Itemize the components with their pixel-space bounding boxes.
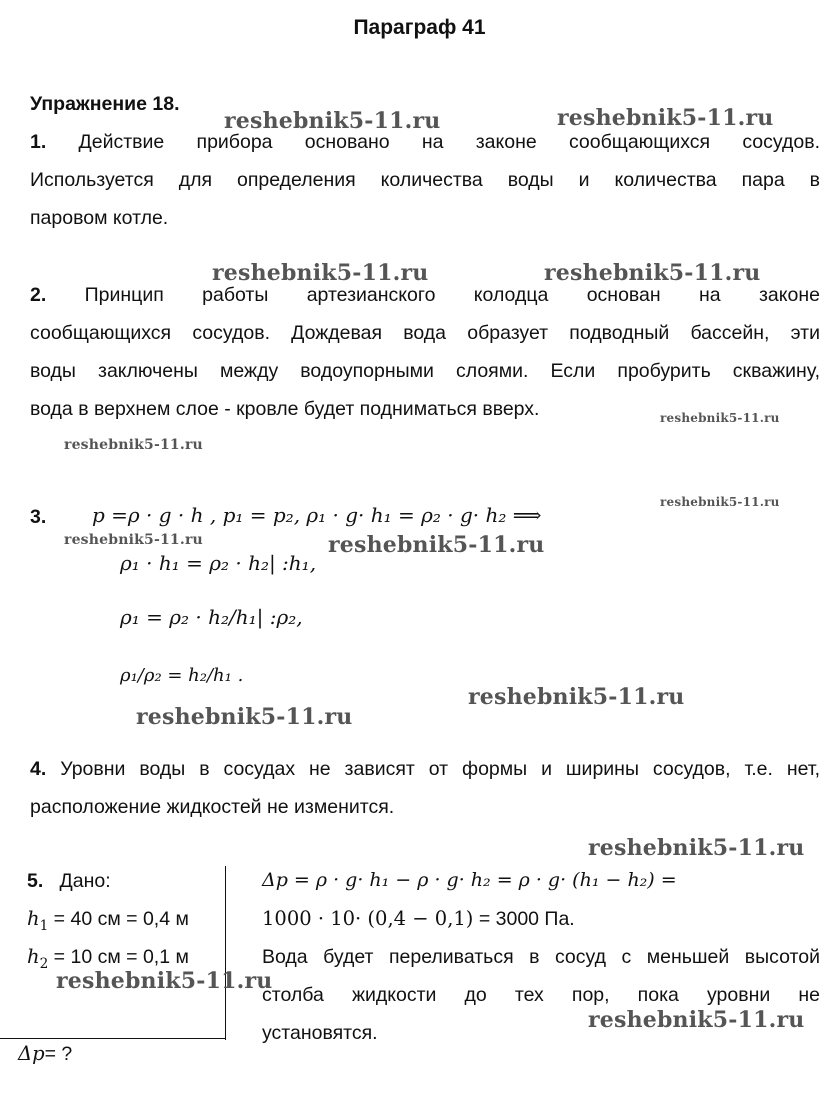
watermark: reshebnik5-11.ru (56, 968, 273, 994)
item-2-number: 2. (30, 284, 47, 306)
item-2-line-3: воды заключены между водоупорными слоями. Если пробурить скважину, (30, 360, 820, 382)
given-vertical-divider (225, 866, 226, 1040)
item-3-formula-3: ρ₁ = ρ₂ · h₂/h₁| :ρ₂, (120, 605, 303, 629)
watermark: reshebnik5-11.ru (544, 260, 761, 286)
watermark: reshebnik5-11.ru (588, 835, 805, 861)
item-5-given (27, 862, 111, 900)
h2-value: = 10 см = 0,1 м (53, 946, 189, 968)
item-4-line-1 (30, 750, 820, 788)
item-5-line-5: установятся. (262, 1022, 378, 1044)
item-4-line-2: расположение жидкостей не изменится. (30, 796, 395, 818)
item-4-number: 4. (30, 758, 47, 780)
item-3-number (30, 498, 46, 536)
calc-expression: 1000 · 10· (0,4 − 0,1) (262, 907, 474, 930)
item-3-formula-1: p =ρ · g · h , p₁ = p₂, ρ₁ · g· h₁ = ρ₂ · g· h₂ ⟹ (92, 503, 542, 527)
item-5-line-4: столба жидкости до тех пор, пока уровни не (262, 984, 820, 1006)
item-2-line-1-text: Принцип работы артезианского колодца основан на законе (84, 284, 820, 306)
item-3-formula-2: ρ₁ · h₁ = ρ₂ · h₂| :h₁, (120, 551, 317, 575)
watermark: reshebnik5-11.ru (328, 532, 545, 558)
watermark: reshebnik5-11.ru (468, 684, 685, 710)
watermark: reshebnik5-11.ru (588, 1007, 805, 1033)
item-1-line-1-text: Действие прибора основано на законе сообщающихся сосудов. (78, 131, 820, 153)
item-1-line-3: паровом котле. (30, 207, 169, 229)
given-horizontal-divider (0, 1038, 226, 1039)
watermark: reshebnik5-11.ru (557, 105, 774, 131)
exercise-mark (200, 104, 206, 110)
h2-symbol: $h_2$ (27, 945, 49, 972)
item-3-formula-4: ρ₁/ρ₂ = h₂/h₁ . (120, 665, 244, 686)
h1-symbol: $h_1$ (27, 907, 49, 934)
item-5-find (18, 1035, 72, 1073)
item-2-line-4: вода в верхнем слое - кровле будет подниматься вверх. (30, 398, 540, 420)
item-5-line-3: Вода будет переливаться в сосуд с меньшей высотой (262, 946, 820, 968)
item-5-calc-1: Δp = ρ · g· h₁ − ρ · g· h₂ = ρ · g· (h₁ − h₂) = (262, 869, 677, 891)
watermark: reshebnik5-11.ru (212, 260, 429, 286)
calc-result: = 3000 Па. (478, 908, 575, 930)
item-5-given-label: Дано: (59, 870, 111, 892)
watermark: reshebnik5-11.ru (660, 411, 780, 425)
watermark: reshebnik5-11.ru (64, 437, 203, 453)
item-3-number-text: 3. (30, 506, 47, 528)
item-2-line-2: сообщающихся сосудов. Дождевая вода образует подводный бассейн, эти (30, 322, 820, 344)
watermark: reshebnik5-11.ru (136, 704, 353, 730)
h1-value: = 40 см = 0,4 м (53, 908, 189, 930)
watermark: reshebnik5-11.ru (224, 108, 441, 134)
exercise-heading: Упражнение 18. (30, 93, 180, 115)
item-5-number: 5. (27, 870, 44, 892)
watermark: reshebnik5-11.ru (64, 532, 203, 548)
item-5-calc-2 (262, 900, 575, 938)
delta-p-symbol: Δp (18, 1042, 45, 1065)
item-4-line-1-text: Уровни воды в сосудах не зависят от формы и ширины сосудов, т.е. нет, (60, 758, 820, 780)
watermark: reshebnik5-11.ru (660, 495, 780, 509)
find-value: = ? (44, 1043, 73, 1065)
page-title: Параграф 41 (353, 16, 486, 39)
item-1-line-2: Используется для определения количества воды и количества пара в (30, 169, 820, 191)
item-1-number: 1. (30, 131, 47, 153)
